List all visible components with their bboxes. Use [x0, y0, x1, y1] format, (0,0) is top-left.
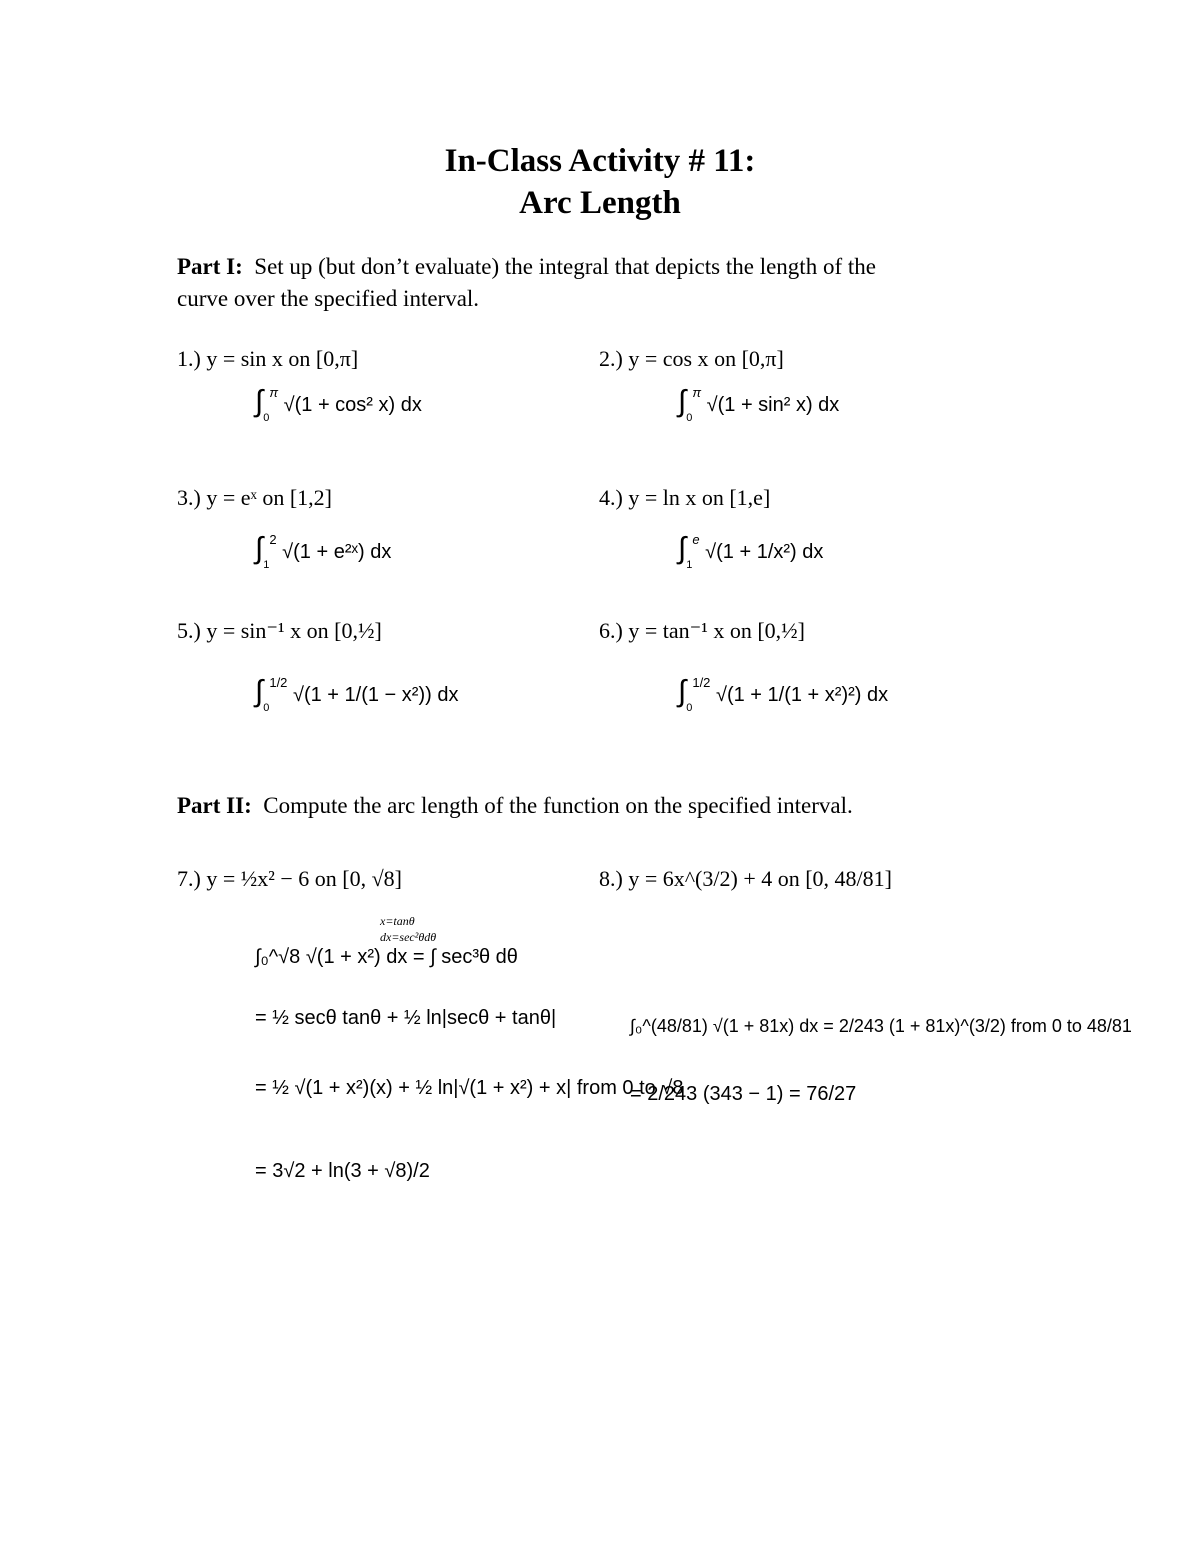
problem-8-interval: [0, 48/81] [805, 866, 892, 891]
substitution-x: x=tanθ [380, 914, 415, 928]
problem-8-function: y = 6x^(3/2) + 4 [628, 866, 773, 891]
part1-text-line2: curve over the specified interval. [177, 286, 480, 311]
problem-6-statement [599, 618, 805, 644]
part2-text: Compute the arc length of the function on the specified interval. [263, 793, 853, 818]
page-subtitle: Arc Length [519, 185, 681, 221]
problem-2-number: 2.) [599, 346, 623, 371]
problem-4-statement [599, 485, 770, 511]
problem-3-integrand: √(1 + e²ˣ) dx [282, 541, 392, 563]
problem-1-statement [177, 346, 358, 372]
problem-6-number: 6.) [599, 618, 623, 643]
part2-instructions [177, 790, 853, 822]
problem-1-interval: [0,π] [315, 346, 359, 371]
problem-2-interval: [0,π] [741, 346, 784, 371]
problem-3-number: 3.) [177, 485, 201, 510]
problem-3-statement [177, 485, 332, 511]
problem-6-integral: $\int_0^{1/2}$ √(1 + 1/(1 + x²)²) dx [678, 675, 889, 714]
problem-8-on: on [777, 866, 800, 891]
integral-sign: ∫ [255, 532, 264, 565]
problem-1-number: 1.) [177, 346, 201, 371]
problem-1-integral: $\int_0^\pi$ √(1 + cos² x) dx [255, 385, 422, 424]
page-title: In-Class Activity # 11: [444, 143, 756, 179]
problem-4-integral: $\int_1^e$ √(1 + 1/x²) dx [678, 532, 824, 571]
problem-5-on: on [306, 618, 329, 643]
problem-2-on: on [714, 346, 737, 371]
problem-2-integrand: √(1 + sin² x) dx [706, 394, 840, 416]
problem-2-integral: $\int_0^\pi$ √(1 + sin² x) dx [678, 385, 840, 424]
integral-sign: ∫ [255, 385, 264, 418]
problem-7-step-2: = ½ secθ tanθ + ½ ln|secθ + tanθ| [255, 1007, 557, 1029]
problem-2-statement [599, 346, 784, 372]
part1-text-line1: Set up (but don’t evaluate) the integral that depicts the length of the [254, 254, 876, 279]
part1-label: Part I: [177, 254, 243, 279]
problem-7-step-4: = 3√2 + ln(3 + √8)/2 [255, 1160, 430, 1182]
problem-4-on: on [701, 485, 724, 510]
problem-5-interval: [0,½] [334, 618, 382, 643]
problem-7-interval: [0, √8] [342, 866, 402, 891]
integral-sign: ∫ [255, 675, 264, 708]
problem-7-step-1: ∫₀^√8 √(1 + x²) dx = ∫ sec³θ dθ [255, 946, 518, 968]
problem-3-interval: [1,2] [289, 485, 333, 510]
problem-4-function: y = ln x [628, 485, 697, 510]
problem-5-statement [177, 618, 382, 644]
problem-3-function: y = eˣ [206, 485, 257, 510]
problem-6-interval: [0,½] [757, 618, 805, 643]
problem-4-interval: [1,e] [729, 485, 771, 510]
problem-8-step-1: ∫₀^(48/81) √(1 + 81x) dx = 2/243 (1 + 81x)^(3/2) from 0 to 48/81 [630, 1016, 1132, 1036]
problem-7-function: y = ½x² − 6 [206, 866, 310, 891]
problem-6-integrand: √(1 + 1/(1 + x²)²) dx [715, 684, 889, 706]
problem-6-on: on [729, 618, 752, 643]
integral-sign: ∫ [678, 675, 687, 708]
problem-1-function: y = sin x [206, 346, 283, 371]
problem-5-number: 5.) [177, 618, 201, 643]
problem-2-function: y = cos x [628, 346, 709, 371]
problem-5-integrand: √(1 + 1/(1 − x²)) dx [292, 684, 459, 706]
problem-8-step-2: = 2/243 (343 − 1) = 76/27 [630, 1083, 857, 1105]
problem-4-integrand: √(1 + 1/x²) dx [705, 541, 824, 563]
part2-label: Part II: [177, 793, 252, 818]
problem-6-function: y = tan⁻¹ x [628, 618, 725, 643]
problem-1-on: on [288, 346, 311, 371]
problem-3-on: on [262, 485, 285, 510]
problem-1-integrand: √(1 + cos² x) dx [283, 394, 422, 416]
problem-5-function: y = sin⁻¹ x [206, 618, 302, 643]
problem-4-number: 4.) [599, 485, 623, 510]
problem-7-on: on [314, 866, 337, 891]
problem-7-statement [177, 866, 402, 892]
problem-8-number: 8.) [599, 866, 623, 891]
problem-8-statement [599, 866, 892, 892]
problem-5-integral: $\int_0^{1/2}$ √(1 + 1/(1 − x²)) dx [255, 675, 459, 714]
substitution-dx: dx=sec²θdθ [380, 930, 437, 944]
part1-instructions [177, 251, 876, 283]
integral-sign: ∫ [678, 532, 687, 565]
problem-3-integral: $\int_1^2$ √(1 + e²ˣ) dx [255, 532, 392, 571]
problem-7-number: 7.) [177, 866, 201, 891]
integral-sign: ∫ [678, 385, 687, 418]
problem-7-step-3: = ½ √(1 + x²)(x) + ½ ln|√(1 + x²) + x| from 0 to √8 [255, 1077, 684, 1099]
